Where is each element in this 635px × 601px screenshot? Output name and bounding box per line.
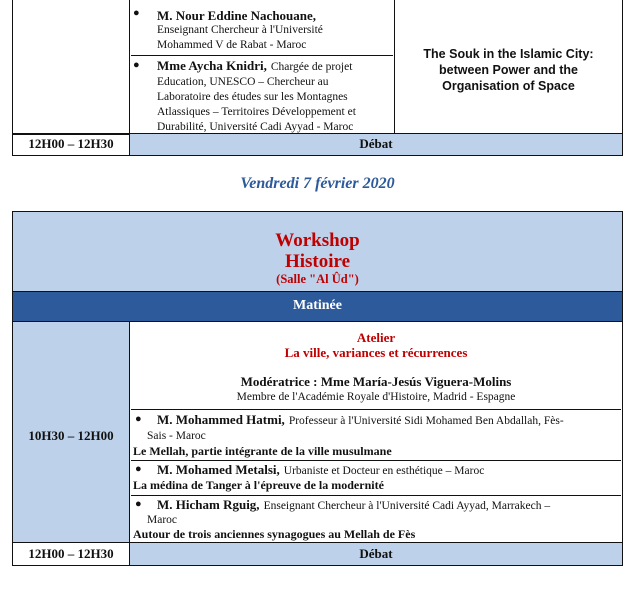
debate-label: Débat [129, 133, 623, 156]
speaker-desc: Enseignant Chercheur à l'Université [157, 24, 323, 36]
bullet-icon: ● [135, 498, 142, 510]
workshop-header [12, 211, 623, 292]
period-banner: Matinée [12, 291, 623, 322]
debate-time: 12H00 – 12H30 [12, 542, 130, 566]
speaker-name: M. Mohammed Hatmi, [157, 412, 285, 427]
atelier-theme: La ville, variances et récurrences [284, 345, 468, 360]
speaker-desc: Enseignant Chercheur à l'Université Cadi Ayyad, Marrakech – [263, 500, 551, 512]
bullet-icon: ● [133, 7, 140, 19]
talk-topic: Le Mellah, partie intégrante de la ville musulmane [133, 444, 392, 458]
speaker-desc: Education, UNESCO – Chercheur au [157, 76, 329, 88]
speaker-name: M. Mohamed Metalsi, [157, 462, 280, 477]
date-heading: Vendredi 7 février 2020 [240, 175, 395, 192]
workshop-room: (Salle "Al Ûd") [276, 272, 359, 286]
bullet-icon: ● [135, 413, 142, 425]
talk-entry [131, 409, 621, 461]
speaker-desc: Professeur à l'Université Sidi Mohamed Ben Abdallah, Fès- [288, 415, 564, 427]
atelier-header [131, 330, 621, 405]
speaker-entry [131, 6, 393, 56]
moderator-name: Modératrice : Mme María-Jesús Viguera-Molins [240, 374, 512, 389]
debate-label: Débat [129, 542, 623, 566]
moderator-desc: Membre de l'Académie Royale d'Histoire, Madrid - Espagne [236, 391, 516, 403]
speaker-name: M. Nour Eddine Nachouane, [157, 8, 317, 23]
speaker-desc: Atlassiques – Territoires Développement et [157, 106, 356, 118]
session-title: The Souk in the Islamic City: between Power and the Organisation of Space [423, 47, 594, 93]
speaker-desc: Durabilité, Université Cadi Ayyad - Maroc [157, 121, 354, 133]
speaker-entry [131, 57, 393, 133]
speaker-name: Mme Aycha Knidri, [157, 58, 267, 73]
atelier-time-cell [12, 321, 130, 543]
top-table-left-cell [12, 0, 130, 135]
atelier-label: Atelier [356, 330, 396, 345]
speaker-desc: Sais - Maroc [147, 430, 206, 442]
workshop-subtitle: Histoire [284, 251, 351, 272]
speaker-desc: Maroc [147, 514, 178, 526]
speaker-desc: Mohammed V de Rabat - Maroc [157, 39, 307, 51]
speaker-desc: Laboratoire des études sur les Montagnes [157, 91, 348, 103]
talk-entry [131, 495, 621, 543]
speaker-desc: Urbaniste et Docteur en esthétique – Maroc [283, 465, 485, 477]
atelier-time: 10H30 – 12H00 [28, 428, 114, 443]
talk-topic: La médina de Tanger à l'épreuve de la modernité [133, 478, 384, 492]
bullet-icon: ● [133, 59, 140, 71]
speaker-name: M. Hicham Rguig, [157, 497, 260, 512]
talk-entry [131, 460, 621, 496]
speaker-desc: Chargée de projet [270, 61, 353, 73]
workshop-title: Workshop [275, 230, 360, 251]
talk-topic: Autour de trois anciennes synagogues au Mellah de Fès [133, 527, 416, 541]
bullet-icon: ● [135, 463, 142, 475]
debate-time: 12H00 – 12H30 [12, 133, 130, 156]
